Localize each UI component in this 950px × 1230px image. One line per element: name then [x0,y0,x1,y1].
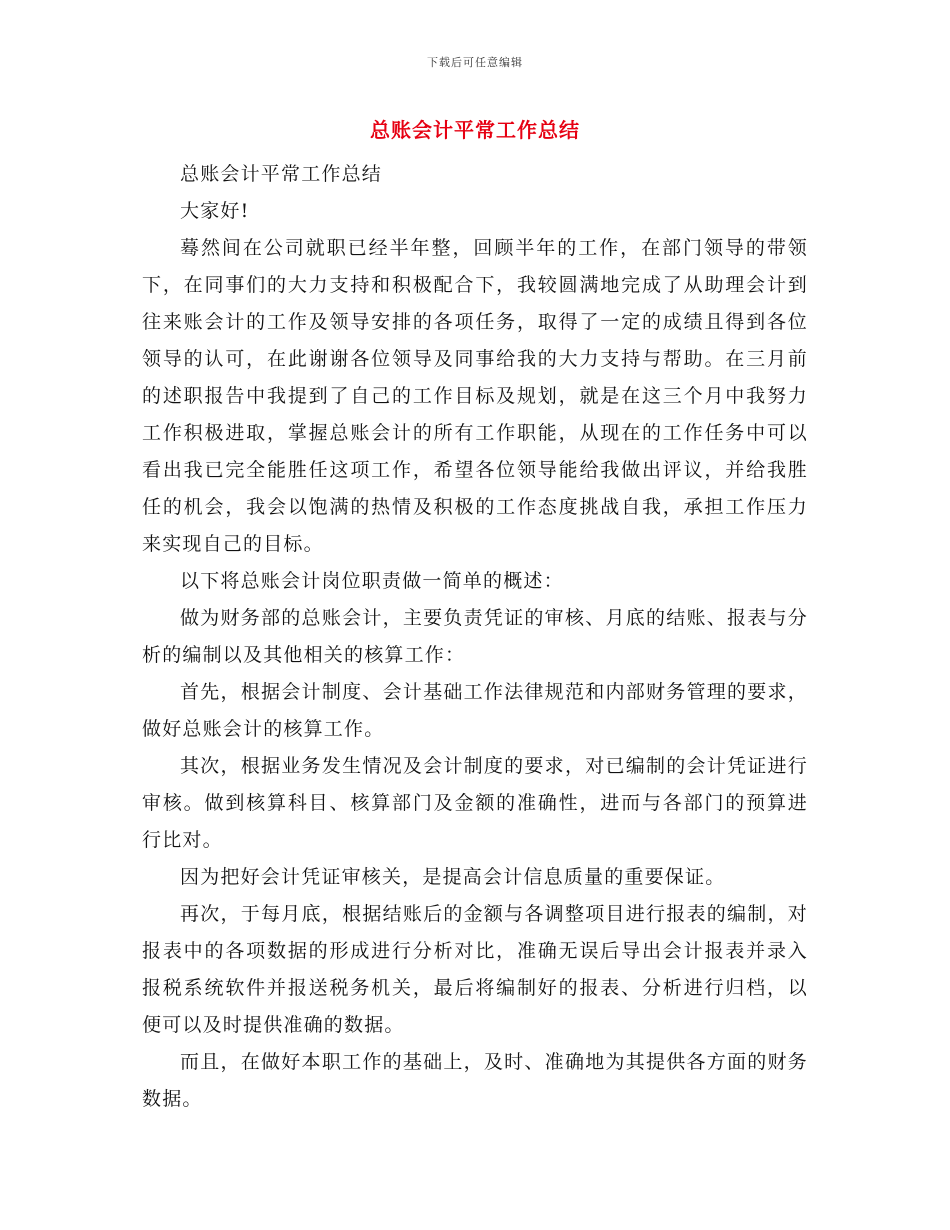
paragraph-intro-duties: 以下将总账会计岗位职责做一简单的概述： [180,570,564,592]
paragraph-greeting: 大家好! [180,200,250,222]
document-title: 总账会计平常工作总结 [370,118,580,142]
paragraph-third: 再次，于每月底，根据结账后的金额与各调整项目进行报表的编制，对报表中的各项数据的形成进行分析对比，准确无误后导出会计报表并录入报税系统软件并报送税务机关，最后将编制好的报表、分析进行归档，以便可以及时提供准确的数据。 [142,903,808,1036]
paragraph-moreover: 而且，在做好本职工作的基础上，及时、准确地为其提供各方面的财务数据。 [142,1051,808,1110]
paragraph-second: 其次，根据业务发生情况及会计制度的要求，对已编制的会计凭证进行审核。做到核算科目、核算部门及金额的准确性，进而与各部门的预算进行比对。 [142,755,808,851]
document-body [142,156,808,1118]
paragraph-subtitle: 总账会计平常工作总结 [180,163,383,185]
paragraph-audit-importance: 因为把好会计凭证审核关，是提高会计信息质量的重要保证。 [180,866,726,888]
paragraph-first: 首先，根据会计制度、会计基础工作法律规范和内部财务管理的要求，做好总账会计的核算工作。 [142,681,808,740]
paragraph-review: 蓦然间在公司就职已经半年整，回顾半年的工作，在部门领导的带领下，在同事们的大力支持和积极配合下，我较圆满地完成了从助理会计到往来账会计的工作及领导安排的各项任务，取得了一定的成绩且得到各位领导的认可，在此谢谢各位领导及同事给我的大力支持与帮助。在三月前的述职报告中我提到了自己的工作目标及规划，就是在这三个月中我努力工作积极进取，掌握总账会计的所有工作职能，从现在的工作任务中可以看出我已完全能胜任这项工作，希望各位领导能给我做出评议，并给我胜任的机会，我会以饱满的热情及积极的工作态度挑战自我，承担工作压力来实现自己的目标。 [142,237,808,555]
header-note: 下载后可任意编辑 [427,56,523,69]
paragraph-role: 做为财务部的总账会计，主要负责凭证的审核、月底的结账、报表与分析的编制以及其他相关的核算工作： [142,607,808,666]
